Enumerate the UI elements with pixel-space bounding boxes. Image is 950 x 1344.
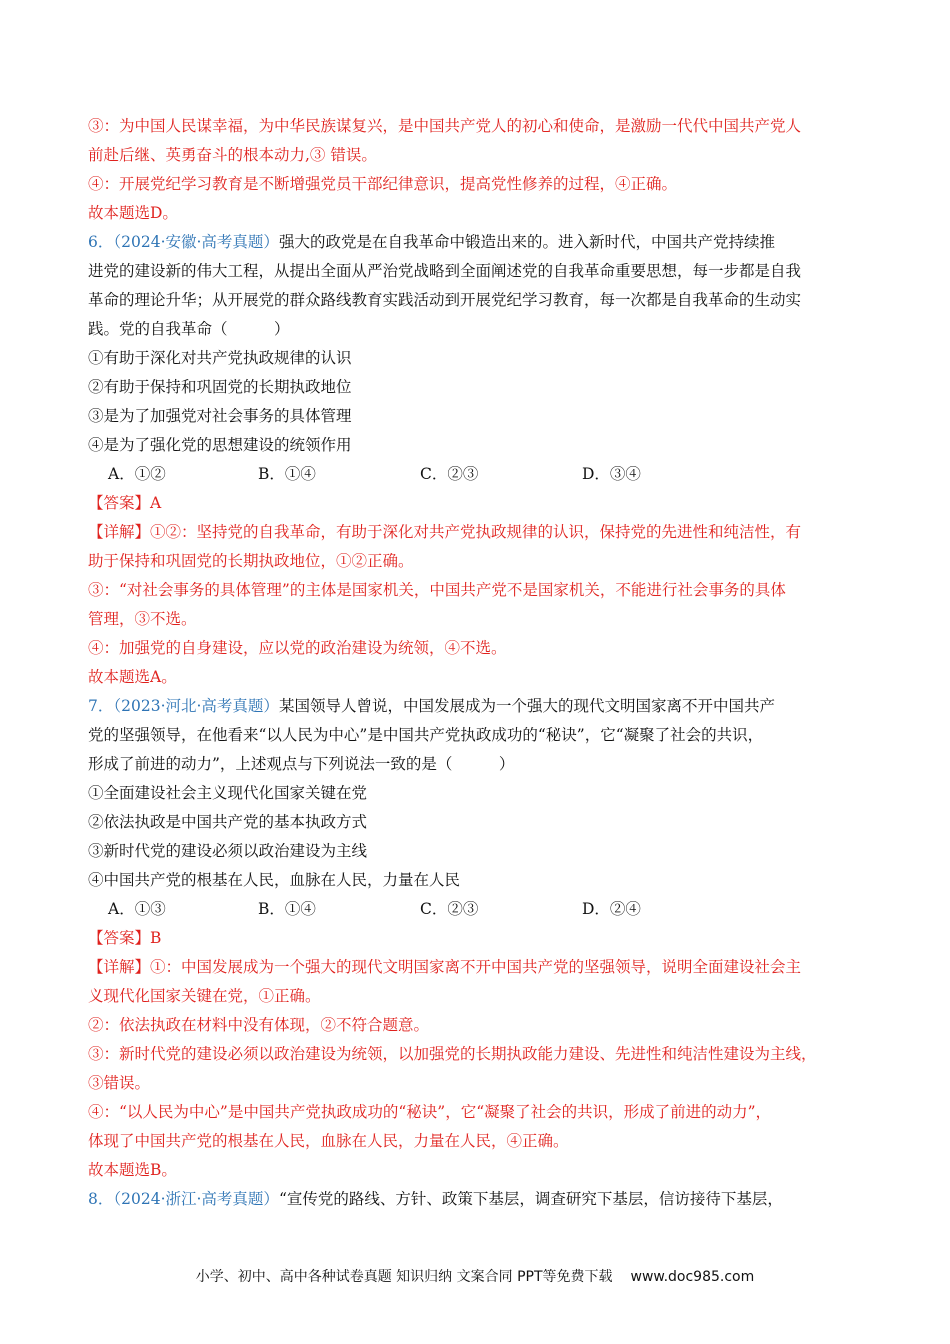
q6-detail-2-line2: 管理，③不选。 bbox=[88, 610, 197, 628]
q7-option-d: D．②④ bbox=[582, 900, 641, 918]
q7-detail-1-line1 bbox=[88, 953, 870, 982]
q7-detail-3-line2: ③错误。 bbox=[88, 1074, 151, 1092]
q6-option-c: C．②③ bbox=[420, 465, 479, 483]
q7-answer bbox=[88, 924, 870, 953]
q6-detail-label: 【详解】 bbox=[88, 523, 151, 541]
q7-answer-value: B bbox=[150, 929, 162, 947]
q6-option-d: D．③④ bbox=[582, 465, 641, 483]
document-body bbox=[88, 112, 870, 1214]
q6-item-4: ④是为了强化党的思想建设的统领作用 bbox=[88, 436, 352, 454]
q7-option-c: C．②③ bbox=[420, 900, 479, 918]
q6-item-2: ②有助于保持和巩固党的长期执政地位 bbox=[88, 378, 352, 396]
footer-text: 小学、初中、高中各种试卷真题 知识归纳 文案合同 PPT等免费下载 bbox=[195, 1269, 613, 1285]
q7-conclusion: 故本题选B。 bbox=[88, 1161, 177, 1179]
q5-detail-3-line2: 前赴后继、英勇奋斗的根本动力,③ 错误。 bbox=[88, 146, 377, 164]
q7-option-b: B．①④ bbox=[258, 900, 316, 918]
page-footer bbox=[0, 1266, 950, 1286]
q7-options bbox=[88, 895, 870, 924]
q7-source: （2023·河北·高考真题） bbox=[113, 697, 279, 715]
q7-option-a: A．①③ bbox=[108, 900, 166, 918]
q7-detail-2: ②：依法执政在材料中没有体现，②不符合题意。 bbox=[88, 1016, 430, 1034]
q6-stem-line4: 践。党的自我革命（ ） bbox=[88, 320, 290, 338]
q6-option-b: B．①④ bbox=[258, 465, 316, 483]
q7-number: 7． bbox=[88, 697, 114, 715]
q6-item-1: ①有助于深化对共产党执政规律的认识 bbox=[88, 349, 352, 367]
q7-item-3: ③新时代党的建设必须以政治建设为主线 bbox=[88, 842, 368, 860]
q6-detail-1-line1 bbox=[88, 518, 870, 547]
q6-options bbox=[88, 460, 870, 489]
q7-stem-line3: 形成了前进的动力”，上述观点与下列说法一致的是（ ） bbox=[88, 755, 515, 773]
q8-stem-line1 bbox=[88, 1185, 870, 1214]
q7-item-2: ②依法执政是中国共产党的基本执政方式 bbox=[88, 813, 368, 831]
q7-stem-line1 bbox=[88, 692, 870, 721]
q7-detail-4-line2: 体现了中国共产党的根基在人民，血脉在人民，力量在人民，④正确。 bbox=[88, 1132, 569, 1150]
q7-item-4: ④中国共产党的根基在人民，血脉在人民，力量在人民 bbox=[88, 871, 461, 889]
q7-detail-1-text: ①：中国发展成为一个强大的现代文明国家离不开中国共产党的坚强领导，说明全面建设社会主 bbox=[150, 958, 802, 976]
q6-stem-line3: 革命的理论升华；从开展党的群众路线教育实践活动到开展党纪学习教育，每一次都是自我革命的生动实 bbox=[88, 291, 802, 309]
q6-answer-value: A bbox=[150, 494, 162, 512]
q6-detail-1-text: ①②：坚持党的自我革命，有助于深化对共产党执政规律的认识，保持党的先进性和纯洁性，有 bbox=[150, 523, 802, 541]
q5-detail-3-line1: ③：为中国人民谋幸福，为中华民族谋复兴，是中国共产党人的初心和使命，是激励一代代中国共产党人 bbox=[88, 117, 802, 135]
q6-detail-2-line1: ③：“对社会事务的具体管理”的主体是国家机关，中国共产党不是国家机关，不能进行社会事务的具体 bbox=[88, 581, 786, 599]
q5-conclusion: 故本题选D。 bbox=[88, 204, 178, 222]
q8-stem-text1: “宣传党的路线、方针、政策下基层，调查研究下基层，信访接待下基层， bbox=[278, 1190, 783, 1208]
q6-answer bbox=[88, 489, 870, 518]
q8-number: 8． bbox=[88, 1190, 114, 1208]
q7-stem-line2: 党的坚强领导，在他看来“以人民为中心”是中国共产党执政成功的“秘诀”，它“凝聚了社会的共识， bbox=[88, 726, 764, 744]
q7-detail-1-line2: 义现代化国家关键在党，①正确。 bbox=[88, 987, 321, 1005]
q7-detail-4-line1: ④：“以人民为中心”是中国共产党执政成功的“秘诀”，它“凝聚了社会的共识，形成了前进的动力”， bbox=[88, 1103, 772, 1121]
footer-url[interactable]: www.doc985.com bbox=[630, 1269, 755, 1285]
q6-detail-1-line2: 助于保持和巩固党的长期执政地位，①②正确。 bbox=[88, 552, 414, 570]
q7-answer-label: 【答案】 bbox=[88, 929, 151, 947]
q6-stem-line1 bbox=[88, 228, 870, 257]
q6-option-a: A．①② bbox=[108, 465, 166, 483]
q6-number: 6． bbox=[88, 233, 114, 251]
q8-source: （2024·浙江·高考真题） bbox=[113, 1190, 279, 1208]
q6-conclusion: 故本题选A。 bbox=[88, 668, 177, 686]
q7-detail-label: 【详解】 bbox=[88, 958, 151, 976]
q7-stem-text1: 某国领导人曾说，中国发展成为一个强大的现代文明国家离不开中国共产 bbox=[278, 697, 775, 715]
q6-answer-label: 【答案】 bbox=[88, 494, 151, 512]
q6-detail-3: ④：加强党的自身建设，应以党的政治建设为统领，④不选。 bbox=[88, 639, 507, 657]
q5-detail-4: ④：开展党纪学习教育是不断增强党员干部纪律意识，提高党性修养的过程，④正确。 bbox=[88, 175, 678, 193]
q6-stem-line2: 进党的建设新的伟大工程，从提出全面从严治党战略到全面阐述党的自我革命重要思想，每一步都是自我 bbox=[88, 262, 802, 280]
q7-detail-3-line1: ③：新时代党的建设必须以政治建设为统领，以加强党的长期执政能力建设、先进性和纯洁性建设为主线， bbox=[88, 1045, 817, 1063]
q6-source: （2024·安徽·高考真题） bbox=[113, 233, 279, 251]
q6-item-3: ③是为了加强党对社会事务的具体管理 bbox=[88, 407, 352, 425]
q7-item-1: ①全面建设社会主义现代化国家关键在党 bbox=[88, 784, 368, 802]
q6-stem-text1: 强大的政党是在自我革命中锻造出来的。进入新时代，中国共产党持续推 bbox=[278, 233, 775, 251]
